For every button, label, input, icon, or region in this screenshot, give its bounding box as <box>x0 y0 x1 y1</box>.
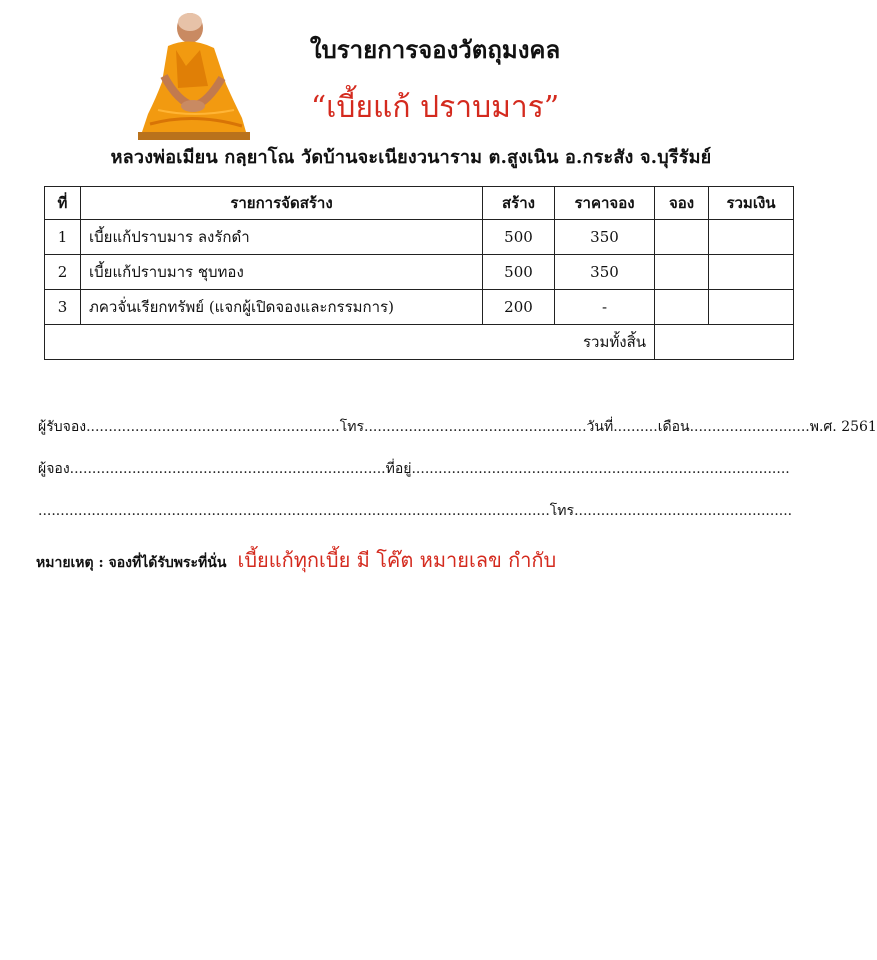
day-label: วันที่ <box>586 419 614 435</box>
document-title: ใบรายการจองวัตถุมงคล <box>309 35 561 64</box>
row-item: เบี้ยแก้ปราบมาร ชุบทอง <box>81 255 483 290</box>
row-no: 3 <box>45 290 81 325</box>
col-header-item: รายการจัดสร้าง <box>81 187 483 220</box>
row-sum-cell[interactable] <box>709 255 794 290</box>
table-row <box>45 220 794 255</box>
row-item: ภควจั่นเรียกทรัพย์ (แจกผู้เปิดจองและกรรมการ) <box>81 290 483 325</box>
reserver-field[interactable]: ....................................................................... <box>69 461 386 477</box>
reserver-label: ผู้จอง <box>38 461 70 477</box>
row-made: 500 <box>483 255 555 290</box>
month-label: เดือน <box>657 419 690 435</box>
address-field-cont[interactable]: ................................................................................................................... <box>38 503 550 519</box>
form-line-receiver <box>38 416 877 438</box>
form-line-reserver <box>38 458 798 480</box>
row-made: 200 <box>483 290 555 325</box>
note-highlight: เบี้ยแก้ทุกเบี้ย มี โค๊ต หมายเลข กำกับ <box>237 548 557 572</box>
phone-label: โทร <box>339 419 365 435</box>
col-header-reserve: จอง <box>655 187 709 220</box>
row-price: 350 <box>555 220 655 255</box>
year-label: พ.ศ. 2561 <box>809 419 877 435</box>
phone2-field[interactable]: ................................................. <box>574 503 793 519</box>
row-item: เบี้ยแก้ปราบมาร ลงรักดำ <box>81 220 483 255</box>
row-sum-cell[interactable] <box>709 290 794 325</box>
row-no: 1 <box>45 220 81 255</box>
table-total-row <box>45 325 794 360</box>
amulet-name: “เบี้ยแก้ ปราบมาร” <box>310 90 560 125</box>
note-line <box>36 544 796 576</box>
reservation-table <box>44 186 794 360</box>
col-header-sum: รวมเงิน <box>709 187 794 220</box>
row-price: 350 <box>555 255 655 290</box>
col-header-no: ที่ <box>45 187 81 220</box>
row-price: - <box>555 290 655 325</box>
note-label: หมายเหตุ : จองที่ได้รับพระที่นั่น <box>36 555 227 571</box>
row-sum-cell[interactable] <box>709 220 794 255</box>
total-label: รวมทั้งสิ้น <box>45 325 655 360</box>
address-label: ที่อยู่ <box>385 461 412 477</box>
phone-field[interactable]: .................................................. <box>364 419 587 435</box>
total-amount-cell[interactable] <box>655 325 794 360</box>
row-made: 500 <box>483 220 555 255</box>
table-header-row <box>45 187 794 220</box>
day-field[interactable]: .......... <box>613 419 658 435</box>
row-reserve-cell[interactable] <box>655 220 709 255</box>
col-header-price: ราคาจอง <box>555 187 655 220</box>
row-reserve-cell[interactable] <box>655 255 709 290</box>
monk-photo <box>138 6 250 140</box>
phone2-label: โทร <box>549 503 575 519</box>
row-reserve-cell[interactable] <box>655 290 709 325</box>
table-row <box>45 290 794 325</box>
form-line-phone2 <box>38 500 798 522</box>
monk-temple-line: หลวงพ่อเมียน กลฺยาโณ วัดบ้านจะเนียงวนาราม ต.สูงเนิน อ.กระสัง จ.บุรีรัมย์ <box>110 147 712 168</box>
address-field[interactable]: ..................................................................................... <box>411 461 790 477</box>
month-field[interactable]: ........................... <box>689 419 810 435</box>
receiver-field[interactable]: ......................................................... <box>86 419 340 435</box>
table-row <box>45 255 794 290</box>
row-no: 2 <box>45 255 81 290</box>
receiver-label: ผู้รับจอง <box>38 419 87 435</box>
col-header-made: สร้าง <box>483 187 555 220</box>
